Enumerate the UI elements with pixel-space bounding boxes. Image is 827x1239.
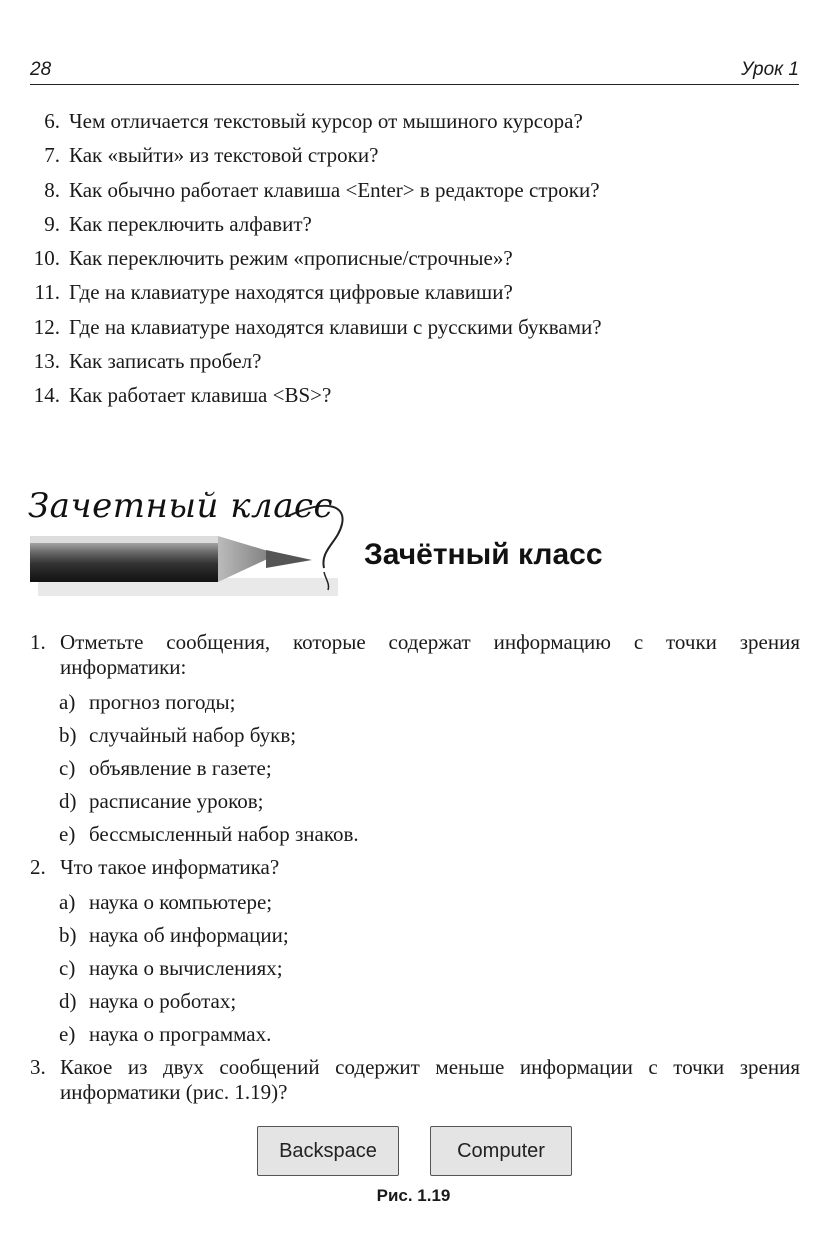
item-number: 14. bbox=[33, 383, 60, 408]
task-text-line: Что такое информатика? bbox=[60, 855, 280, 879]
page-number: 28 bbox=[30, 59, 52, 80]
item-text: Как «выйти» из текстовой строки? bbox=[69, 143, 379, 168]
option-text: наука о компьютере; bbox=[89, 890, 273, 914]
list-item bbox=[30, 241, 800, 275]
figure bbox=[0, 1126, 827, 1236]
option-item bbox=[30, 886, 800, 919]
option-letter: c) bbox=[59, 756, 76, 780]
option-item bbox=[30, 985, 800, 1018]
item-number: 8. bbox=[44, 177, 60, 202]
task-item bbox=[30, 855, 800, 1051]
list-item bbox=[30, 275, 800, 309]
task-number: 1. bbox=[30, 630, 46, 654]
tasks-list bbox=[30, 630, 800, 1105]
list-item bbox=[30, 344, 800, 378]
list-item bbox=[30, 310, 800, 344]
task-text-line: информатики: bbox=[60, 655, 187, 679]
option-item bbox=[30, 785, 800, 818]
option-item bbox=[30, 1018, 800, 1051]
task-number: 2. bbox=[30, 855, 46, 879]
list-item bbox=[30, 138, 800, 172]
list-item bbox=[30, 378, 800, 412]
option-text: расписание уроков; bbox=[89, 789, 264, 813]
message-box-computer: Computer bbox=[430, 1126, 572, 1176]
item-number: 7. bbox=[44, 143, 60, 168]
option-letter: b) bbox=[59, 923, 77, 947]
option-text: наука о программах. bbox=[89, 1022, 272, 1046]
option-item bbox=[30, 952, 800, 985]
figure-caption: Рис. 1.19 bbox=[376, 1186, 451, 1205]
item-number: 11. bbox=[34, 280, 60, 305]
task-item bbox=[30, 630, 800, 851]
option-text: наука об информации; bbox=[89, 923, 289, 947]
item-text: Чем отличается текстовый курсор от мышиного курсора? bbox=[69, 109, 583, 133]
task-text-line: информатики (рис. 1.19)? bbox=[60, 1080, 288, 1104]
option-text: бессмысленный набор знаков. bbox=[89, 822, 359, 846]
task-text-line: Какое из двух сообщений содержит меньше информации с точки зрения bbox=[60, 1055, 800, 1079]
list-item bbox=[30, 207, 800, 241]
option-letter: d) bbox=[59, 989, 77, 1013]
section-title: Зачётный класс bbox=[364, 538, 603, 571]
option-letter: d) bbox=[59, 789, 77, 813]
item-number: 6. bbox=[44, 109, 60, 133]
task-item bbox=[30, 1055, 800, 1105]
option-item bbox=[30, 686, 800, 719]
option-letter: c) bbox=[59, 956, 76, 980]
option-letter: a) bbox=[59, 690, 76, 714]
option-letter: e) bbox=[59, 1022, 76, 1046]
option-text: наука о роботах; bbox=[89, 989, 237, 1013]
option-letter: b) bbox=[59, 723, 77, 747]
option-item bbox=[30, 919, 800, 952]
option-item bbox=[30, 719, 800, 752]
options-list bbox=[30, 686, 800, 851]
item-text: Где на клавиатуре находятся цифровые клавиши? bbox=[69, 280, 513, 305]
option-text: наука о вычислениях; bbox=[89, 956, 283, 980]
option-letter: e) bbox=[59, 822, 76, 846]
item-number: 9. bbox=[44, 211, 60, 236]
item-text: Как работает клавиша <BS>? bbox=[69, 383, 332, 408]
task-text-line: Отметьте сообщения, которые содержат информацию с точки зрения bbox=[60, 630, 800, 654]
page-header bbox=[30, 58, 799, 85]
item-text: Где на клавиатуре находятся клавиши с русскими буквами? bbox=[69, 314, 602, 339]
lesson-label: Урок 1 bbox=[741, 59, 799, 80]
questions-list bbox=[30, 104, 800, 413]
task-number: 3. bbox=[30, 1055, 46, 1079]
options-list bbox=[30, 886, 800, 1051]
item-text: Как записать пробел? bbox=[69, 349, 262, 374]
list-item bbox=[30, 104, 800, 138]
message-box-backspace: Backspace bbox=[257, 1126, 399, 1176]
option-letter: a) bbox=[59, 890, 76, 914]
section-banner bbox=[28, 486, 808, 604]
option-text: прогноз погоды; bbox=[89, 690, 236, 714]
item-number: 13. bbox=[33, 349, 60, 374]
item-text: Как обычно работает клавиша <Enter> в редакторе строки? bbox=[69, 177, 600, 202]
item-text: Как переключить алфавит? bbox=[69, 211, 312, 236]
section-script-title: Зачетный класс bbox=[28, 486, 334, 526]
item-number: 12. bbox=[33, 314, 60, 339]
option-text: объявление в газете; bbox=[89, 756, 272, 780]
option-text: случайный набор букв; bbox=[89, 723, 297, 747]
option-item bbox=[30, 818, 800, 851]
list-item bbox=[30, 173, 800, 207]
item-text: Как переключить режим «прописные/строчные»? bbox=[69, 246, 513, 271]
option-item bbox=[30, 752, 800, 785]
item-number: 10. bbox=[33, 246, 60, 271]
